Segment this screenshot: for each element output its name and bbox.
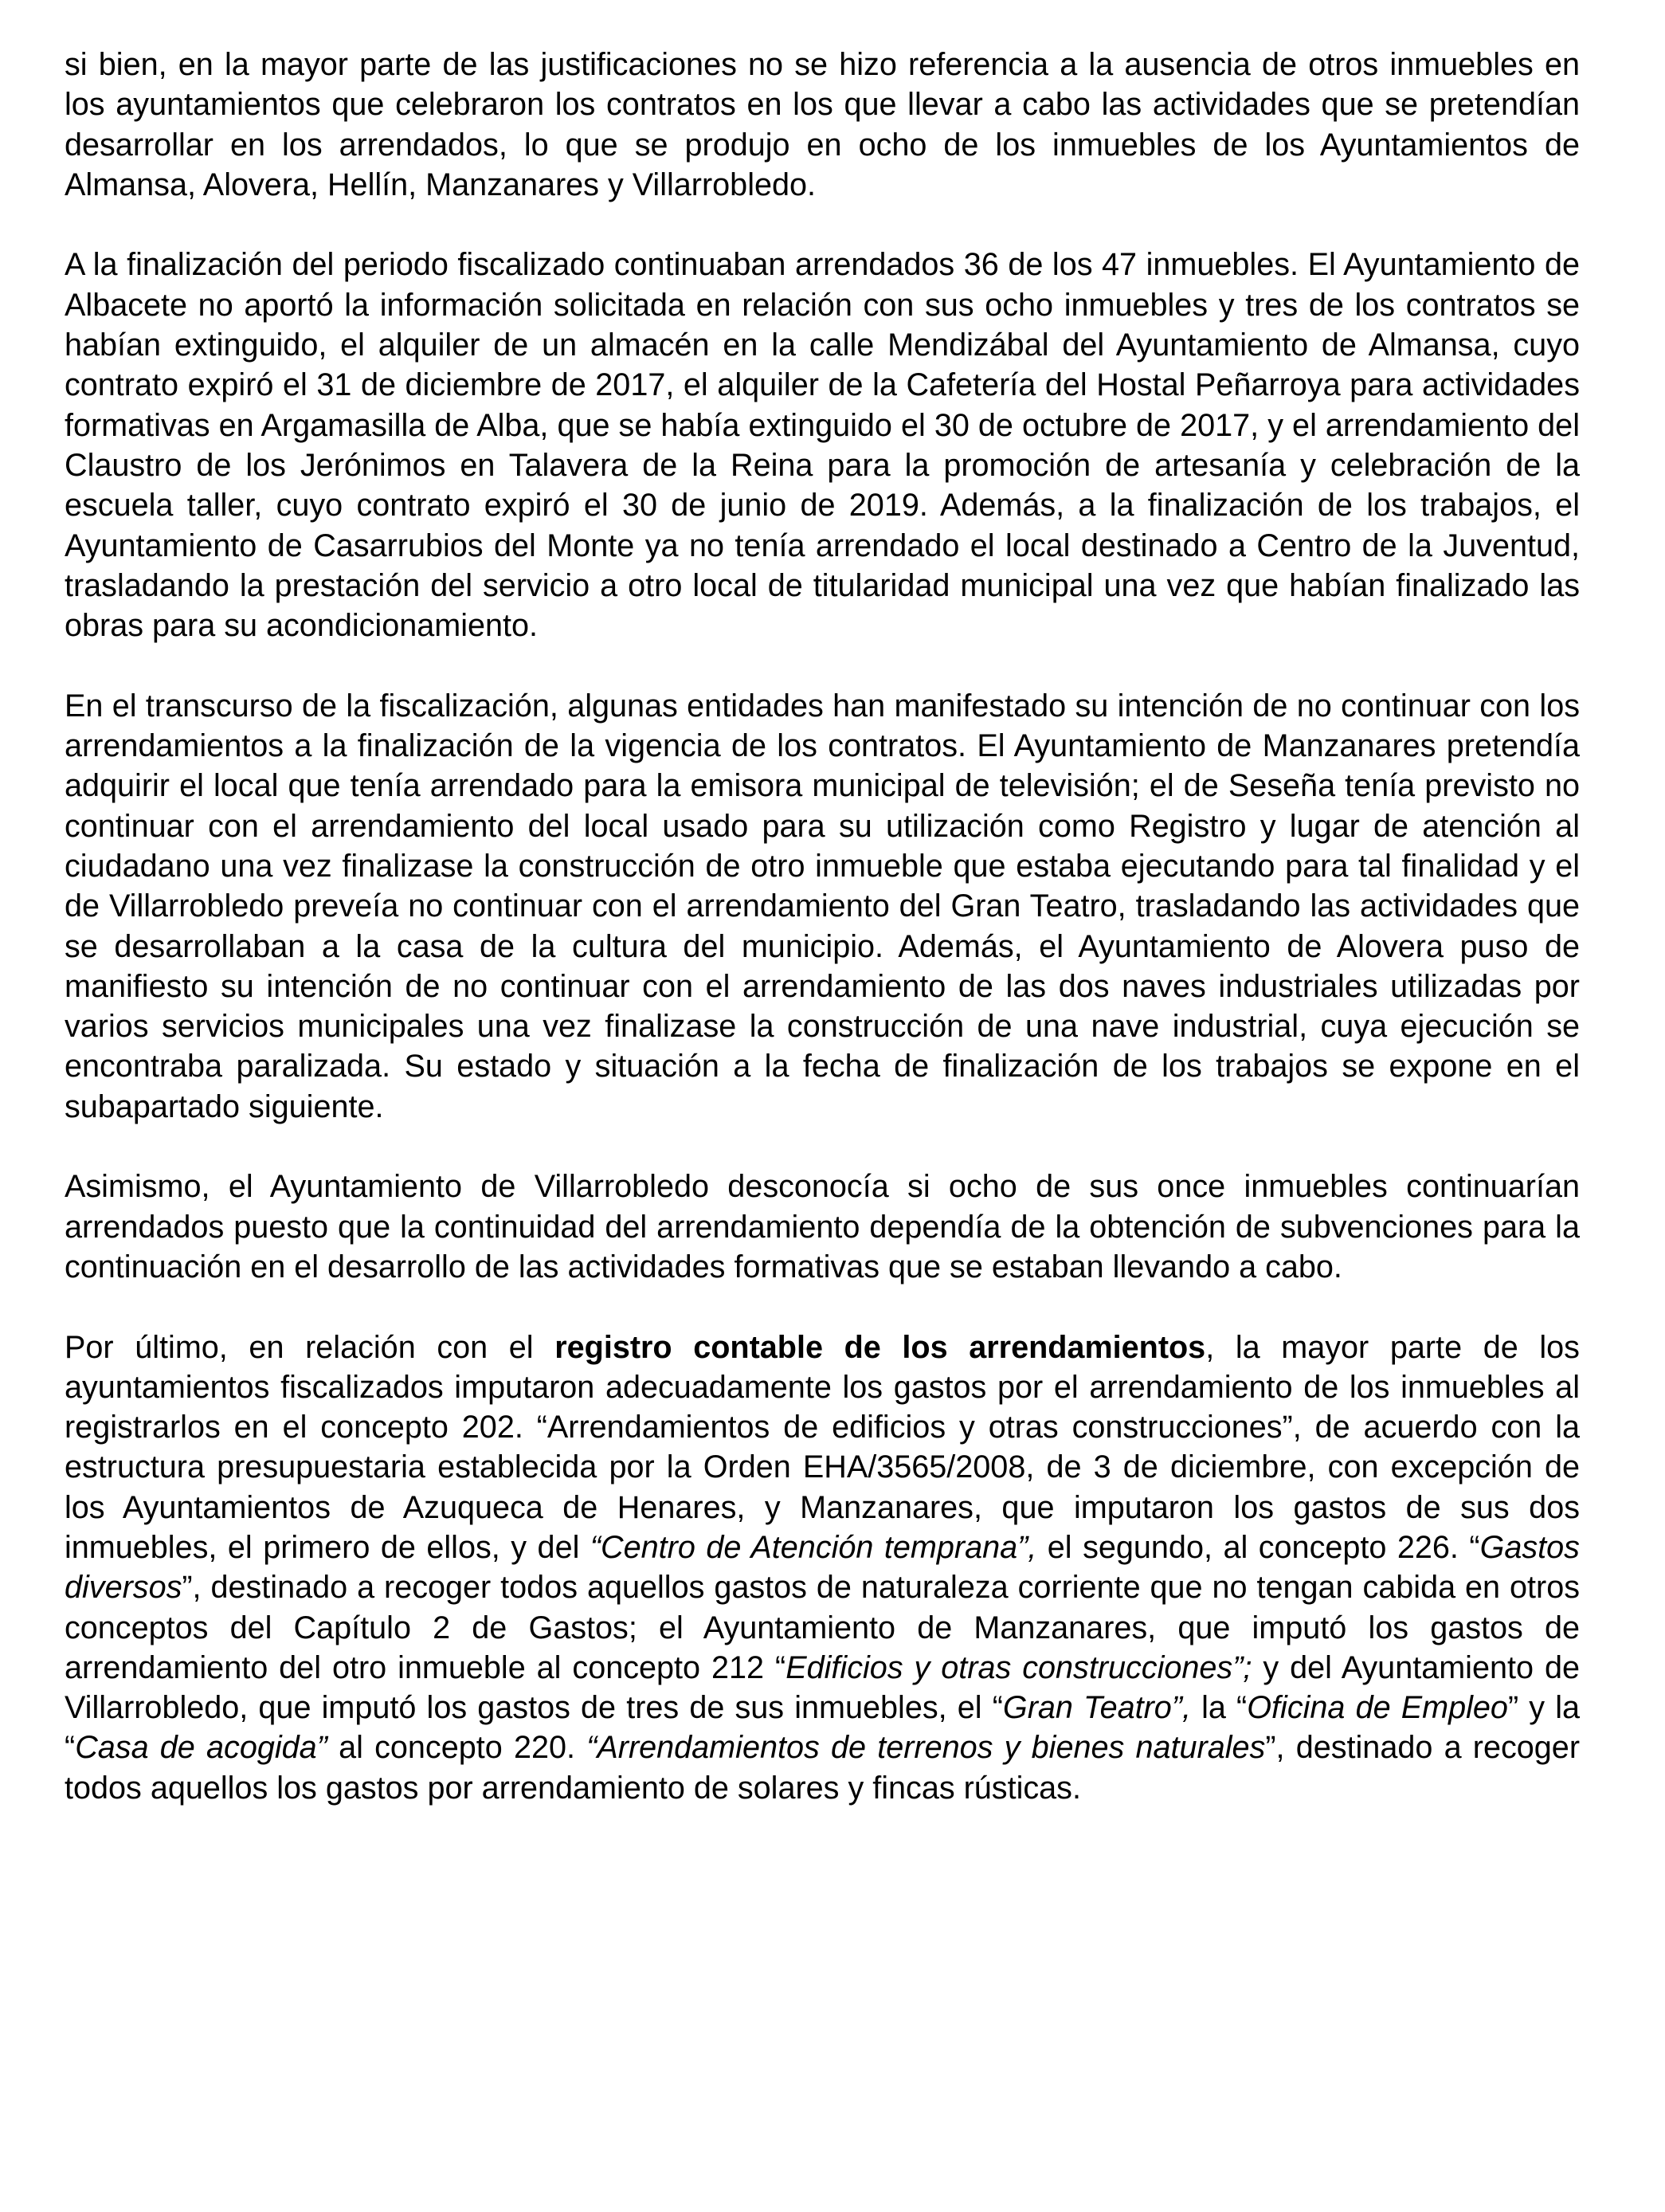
paragraph-5-italic-casa: Casa de acogida” xyxy=(75,1730,327,1766)
paragraph-5-italic-teatro: Gran Teatro”, xyxy=(1002,1690,1191,1726)
paragraph-5-run-9: y del Ayuntamiento de Villarrobledo, que imputó los gastos de tres de sus inmuebles, el “ xyxy=(65,1649,1580,1726)
paragraph-1-text: si bien, en la mayor parte de las justificaciones no se hizo referencia a la ausencia de otros inmuebles en los ayuntamientos que celebraron los contratos en los que llevar a cabo las actividades que se pretendían desarrollar en los arrendados, lo que se produjo en ocho de los inmuebles de los Ayuntamientos de Almansa, Alovera, Hellín, Manzanares y Villarrobledo. xyxy=(65,47,1580,202)
paragraph-5-run-17: ”, destinado a recoger todos aquellos los gastos por arrendamiento de solares y fincas rústicas. xyxy=(65,1730,1580,1806)
paragraph-4 xyxy=(65,1167,1580,1287)
paragraph-5-italic-centro: “Centro de Atención temprana”, xyxy=(590,1529,1037,1565)
paragraph-5-run-1: Por último, en relación con el xyxy=(65,1329,555,1365)
paragraph-5-italic-edificios: Edificios y otras construcciones”; xyxy=(785,1649,1252,1685)
paragraph-3-text: En el transcurso de la fiscalización, algunas entidades han manifestado su intención de no continuar con los arrendamientos a la finalización de la vigencia de los contratos. El Ayuntamiento de Manzanares pretendía adquirir el local que tenía arrendado para la emisora municipal de televisión; el de Seseña tenía previsto no continuar con el arrendamiento del local usado para su utilización como Registro y lugar de atención al ciudadano una vez finalizase la construcción de otro inmueble que estaba ejecutando para tal finalidad y el de Villarrobledo preveía no continuar con el arrendamiento del Gran Teatro, trasladando las actividades que se desarrollaban a la casa de la cultura del municipio. Además, el Ayuntamiento de Alovera puso de manifiesto su intención de no continuar con el arrendamiento de las dos naves industriales utilizadas por varios servicios municipales una vez finalizase la construcción de una nave industrial, cuya ejecución se encontraba paralizada. Su estado y situación a la fecha de finalización de los trabajos se expone en el subapartado siguiente. xyxy=(65,688,1580,1124)
paragraph-5-bold-term: registro contable de los arrendamientos xyxy=(554,1329,1206,1365)
paragraph-5-run-15: al concepto 220. xyxy=(327,1730,587,1766)
document-page xyxy=(65,45,1580,1848)
paragraph-5-italic-gastos: Gastos diversos xyxy=(65,1529,1580,1606)
paragraph-5-run-5: el segundo, al concepto 226. “ xyxy=(1036,1529,1480,1565)
paragraph-5-italic-arrendamientos: “Arrendamientos de terrenos y bienes naturales xyxy=(586,1730,1266,1766)
paragraph-3 xyxy=(65,686,1580,1127)
paragraph-5-run-11: la “ xyxy=(1190,1690,1248,1726)
paragraph-5-run-7: ”, destinado a recoger todos aquellos gastos de naturaleza corriente que no tengan cabida en otros conceptos del Capítulo 2 de Gastos; el Ayuntamiento de Manzanares, que imputó los gastos de arrendamiento del otro inmueble al concepto 212 “ xyxy=(65,1570,1580,1685)
paragraph-5-italic-oficina: Oficina de Empleo xyxy=(1247,1690,1508,1726)
paragraph-2 xyxy=(65,245,1580,645)
paragraph-5 xyxy=(65,1328,1580,1809)
paragraph-1 xyxy=(65,45,1580,205)
paragraph-2-text: A la finalización del periodo fiscalizado continuaban arrendados 36 de los 47 inmuebles. El Ayuntamiento de Albacete no aportó la información solicitada en relación con sus ocho inmuebles y tres de los contratos se habían extinguido, el alquiler de un almacén en la calle Mendizábal del Ayuntamiento de Almansa, cuyo contrato expiró el 31 de diciembre de 2017, el alquiler de la Cafetería del Hostal Peñarroya para actividades formativas en Argamasilla de Alba, que se había extinguido el 30 de octubre de 2017, y el arrendamiento del Claustro de los Jerónimos en Talavera de la Reina para la promoción de artesanía y celebración de la escuela taller, cuyo contrato expiró el 30 de junio de 2019. Además, a la finalización de los trabajos, el Ayuntamiento de Casarrubios del Monte ya no tenía arrendado el local destinado a Centro de la Juventud, trasladando la prestación del servicio a otro local de titularidad municipal una vez que habían finalizado las obras para su acondicionamiento. xyxy=(65,247,1580,644)
paragraph-4-text: Asimismo, el Ayuntamiento de Villarrobledo desconocía si ocho de sus once inmuebles continuarían arrendados puesto que la continuidad del arrendamiento dependía de la obtención de subvenciones para la continuación en el desarrollo de las actividades formativas que se estaban llevando a cabo. xyxy=(65,1169,1580,1284)
paragraph-5-run-3: , la mayor parte de los ayuntamientos fiscalizados imputaron adecuadamente los gastos por el arrendamiento de los inmuebles al registrarlos en el concepto 202. “Arrendamientos de edificios y otras construcciones”, de acuerdo con la estructura presupuestaria establecida por la Orden EHA/3565/2008, de 3 de diciembre, con excepción de los Ayuntamientos de Azuqueca de Henares, y Manzanares, que imputaron los gastos de sus dos inmuebles, el primero de ellos, y del xyxy=(65,1329,1580,1565)
paragraph-5-run-13: ” y la “ xyxy=(65,1690,1580,1766)
